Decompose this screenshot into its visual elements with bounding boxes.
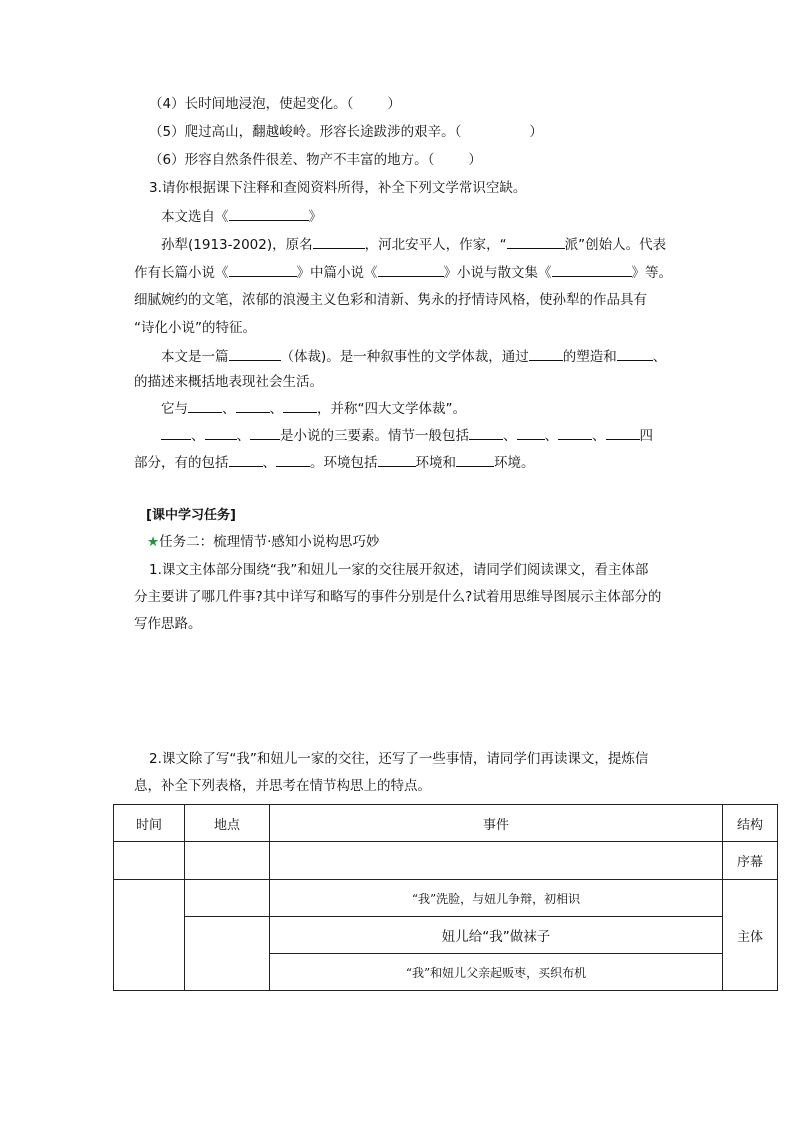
q3-style-1: 细腻婉约的文笔，浓郁的浪漫主义色彩和清新、隽永的抒情诗风格，使孙犁的作品具有 — [134, 292, 647, 308]
item-5 — [149, 122, 543, 142]
author-c: 派”创始人。代表 — [564, 237, 667, 253]
task-title-text: 任务二：梳理情节·感知小说构思巧妙 — [159, 534, 380, 550]
source-prefix: 本文选自《 — [161, 209, 229, 225]
item-5-close: ） — [529, 124, 543, 140]
works-d: 》等。 — [631, 265, 672, 281]
plot-table — [113, 804, 778, 991]
elements-a: 是小说的三要素。情节一般包括 — [280, 428, 469, 444]
four-a: 它与 — [161, 401, 188, 417]
q3-four-genres — [161, 398, 466, 419]
event-row-2: 妞儿给“我”做袜子 — [270, 917, 723, 954]
event-row-3: “我”和妞儿父亲起贩枣，买织布机 — [270, 954, 723, 991]
sep: 、 — [222, 401, 236, 417]
q3-genre-2: 的描述来概括地表现社会生活。 — [134, 374, 323, 390]
plot1-blank[interactable] — [469, 425, 503, 440]
elements-b: 四 — [639, 428, 653, 444]
author-name-blank[interactable] — [313, 234, 365, 249]
genre2-blank[interactable] — [236, 398, 270, 413]
school-blank[interactable] — [507, 234, 565, 249]
sep: 、 — [262, 455, 276, 471]
task1-line1: 1.课文主体部分围绕“我”和妞儿一家的交往展开叙述，请同学们阅读课文，看主体部 — [149, 562, 649, 578]
plot4-blank[interactable] — [606, 425, 640, 440]
author-a: 孙犁(1913-2002)，原名 — [161, 237, 313, 253]
q3-source — [161, 206, 322, 227]
parts-c: 环境和 — [415, 455, 456, 471]
sep: 、 — [592, 428, 606, 444]
epilogue-blank[interactable] — [276, 452, 310, 467]
star-icon: ★ — [147, 534, 160, 550]
body-structure: 主体 — [723, 880, 778, 991]
item-6 — [149, 150, 482, 170]
item-6-close: ） — [468, 152, 482, 168]
task2-line1: 2.课文除了写“我”和妞儿一家的交往，还写了一些事情，请同学们再读课文，提炼信 — [149, 751, 649, 767]
header-place: 地点 — [185, 805, 270, 842]
event-row-1: “我”洗脸，与妞儿争辩，初相识 — [270, 880, 723, 917]
q3-author — [161, 234, 666, 255]
q3-genre — [161, 346, 666, 367]
section-title: [课中学习任务] — [146, 508, 236, 523]
q3-elements — [161, 425, 653, 446]
author-b: ，河北安平人，作家，“ — [364, 237, 507, 253]
character-blank[interactable] — [529, 346, 563, 361]
item-4-text: （4）长时间地浸泡，使起变化。（ — [149, 96, 354, 112]
plot-blank[interactable] — [617, 346, 653, 361]
genre3-blank[interactable] — [283, 398, 317, 413]
task2-line2: 息，补全下列表格，并思考在情节构思上的特点。 — [134, 778, 431, 794]
item-4 — [149, 94, 401, 114]
sep: 、 — [544, 428, 558, 444]
genre-c: 的塑造和 — [562, 349, 617, 365]
item-6-text: （6）形容自然条件很差、物产不丰富的地方。（ — [149, 152, 435, 168]
q3-prompt: 3.请你根据课下注释和查阅资料所得，补全下列文学常识空缺。 — [149, 180, 527, 196]
env2-blank[interactable] — [456, 452, 494, 467]
prologue-blank[interactable] — [229, 452, 263, 467]
genre-b: （体裁)。是一种叙事性的文学体裁，通过 — [280, 349, 529, 365]
source-suffix: 》 — [308, 209, 322, 225]
parts-b: 。环境包括 — [310, 455, 378, 471]
prologue-event-cell[interactable] — [270, 842, 723, 880]
q3-works — [134, 262, 672, 283]
source-blank[interactable] — [229, 206, 309, 221]
sep: 、 — [191, 428, 205, 444]
item-4-close: ） — [387, 96, 401, 112]
header-time: 时间 — [114, 805, 185, 842]
body-time-cell[interactable] — [114, 880, 185, 991]
novel-blank[interactable] — [229, 262, 297, 277]
q3-style-2: “诗化小说”的特征。 — [134, 320, 256, 336]
genre-blank[interactable] — [229, 346, 281, 361]
env1-blank[interactable] — [378, 452, 416, 467]
sep: 、 — [269, 401, 283, 417]
task-title — [147, 532, 379, 552]
parts-d: 环境。 — [494, 455, 535, 471]
plot2-blank[interactable] — [517, 425, 545, 440]
element3-blank[interactable] — [250, 425, 280, 440]
element1-blank[interactable] — [161, 425, 191, 440]
q3-parts — [134, 452, 535, 473]
works-b: 》中篇小说《 — [296, 265, 378, 281]
four-b: ，并称“四大文学体裁”。 — [317, 401, 466, 417]
element2-blank[interactable] — [205, 425, 237, 440]
task1-line2: 分主要讲了哪几件事?其中详写和略写的事件分别是什么?试着用思维导图展示主体部分的 — [134, 589, 662, 605]
novella-blank[interactable] — [378, 262, 444, 277]
header-event: 事件 — [270, 805, 723, 842]
genre1-blank[interactable] — [188, 398, 222, 413]
parts-a: 部分，有的包括 — [134, 455, 229, 471]
works-c: 》小说与散文集《 — [443, 265, 552, 281]
collection-blank[interactable] — [552, 262, 632, 277]
prologue-time-cell[interactable] — [114, 842, 185, 880]
prologue-structure: 序幕 — [723, 842, 778, 880]
works-a: 作有长篇小说《 — [134, 265, 229, 281]
task1-line3: 写作思路。 — [134, 616, 202, 632]
plot3-blank[interactable] — [558, 425, 592, 440]
sep: 、 — [236, 428, 250, 444]
genre-d: 、 — [652, 349, 667, 365]
header-structure: 结构 — [723, 805, 778, 842]
item-5-text: （5）爬过高山，翻越峻岭。形容长途跋涉的艰辛。（ — [149, 124, 462, 140]
body-place-cell-2[interactable] — [185, 917, 270, 991]
prologue-place-cell[interactable] — [185, 842, 270, 880]
sep: 、 — [503, 428, 517, 444]
body-place-cell-1[interactable] — [185, 880, 270, 917]
genre-a: 本文是一篇 — [161, 349, 229, 365]
